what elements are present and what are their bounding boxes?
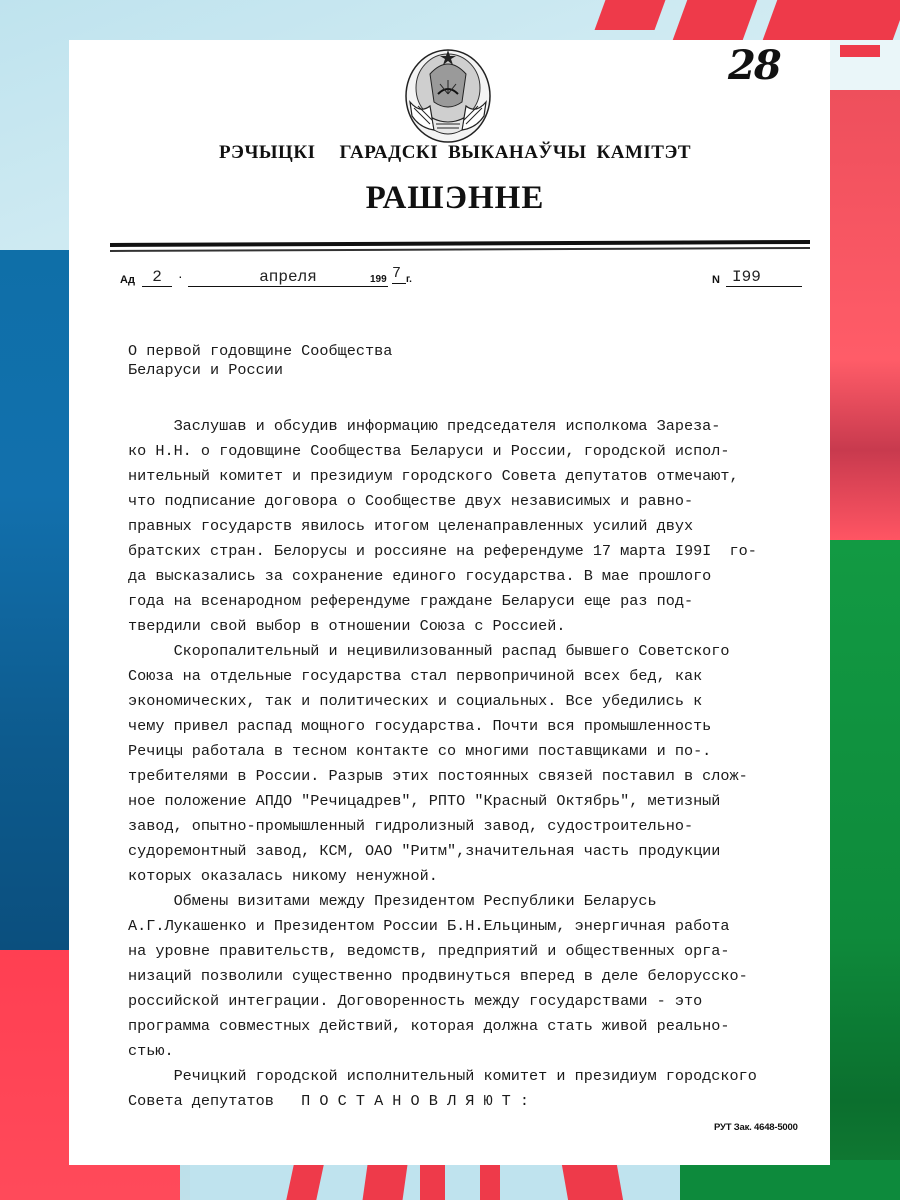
text-line: Скоропалительный и нецивилизованный распад бывшего Советского [128,642,730,660]
ornament-piece [363,1165,408,1200]
paragraph-3 [128,889,818,1064]
text-line: братских стран. Белорусы и россияне на референдуме 17 марта I99I го- [128,542,757,560]
ornament-piece [420,1165,445,1200]
text-line: низаций позволили существенно продвинуться вперед в деле белорусско- [128,967,748,985]
paragraph-1 [128,414,818,639]
text-line: Совета депутатов П О С Т А Н О В Л Я Ю Т : [128,1092,530,1110]
date-month-field: апреля [188,268,388,287]
ornament-piece [673,0,758,40]
text-line: ное положение АПДО "Речицадрев", РПТО "Красный Октябрь", метизный [128,792,721,810]
organization-name-word: РЭЧЫЦКІ [218,142,316,163]
ornament-piece [480,1165,500,1200]
text-line: на уровне правительств, ведомств, предприятий и общественных орга- [128,942,730,960]
document-body [128,342,818,1114]
organization-name [0,142,900,164]
paragraph-4 [128,1064,818,1114]
printer-note: РУТ Зак. 4648-5000 [714,1122,798,1133]
text-line: которых оказалась никому ненужной. [128,867,438,885]
text-line: года на всенародном референдуме граждане Беларуси еще раз под- [128,592,694,610]
green-flag-fragment-right [820,540,900,1200]
text-line: Обмены визитами между Президентом Республики Беларусь [128,892,657,910]
ornament-piece [840,45,880,57]
text-line: нительный комитет и президиум городского Совета депутатов отмечают, [128,467,739,485]
ornament-piece [763,0,900,40]
text-line: А.Г.Лукашенко и Президентом России Б.Н.Ельциным, энергичная работа [128,917,730,935]
text-line: Речицкий городской исполнительный комитет и президиум городского [128,1067,757,1085]
date-year-suffix: г. [406,274,412,285]
text-line: Речицы работала в тесном контакте со многими поставщиками и по-. [128,742,712,760]
text-line: экономических, так и политических и социальных. Все убедились к [128,692,703,710]
text-line: завод, опытно-промышленный гидролизный завод, судостроительно- [128,817,694,835]
text-line: да высказались за сохранение единого государства. В мае прошлого [128,567,712,585]
text-line: требителями в России. Разрыв этих постоянных связей поставил в слож- [128,767,748,785]
text-line: что подписание договора о Сообществе двух независимых и равно- [128,492,694,510]
document-subject [128,342,818,380]
organization-name-word: КАМІТЭТ [596,142,692,163]
document-number-field: I99 [726,268,802,287]
subject-line: Беларуси и России [128,361,283,379]
text-line: твердили свой выбор в отношении Союза с Россией. [128,617,566,635]
document-number-label: N [712,274,720,286]
ornament-piece [562,1165,623,1200]
paragraph-2 [128,639,818,889]
text-line: чему привел распад мощного государства. Почти вся промышленность [128,717,712,735]
text-line: программа совместных действий, которая должна стать живой реально- [128,1017,730,1035]
text-line: стью. [128,1042,174,1060]
text-line: российской интеграции. Договоренность между государствами - это [128,992,703,1010]
date-prefix-label: Ад [120,274,135,286]
document-title: РАШЭННЕ [365,180,545,216]
text-line: правных государств явилось итогом целенаправленных усилий двух [128,517,694,535]
text-line: Заслушав и обсудив информацию председателя исполкома Зареза- [128,417,721,435]
text-line: ко Н.Н. о годовщине Сообщества Беларуси и России, городской испол- [128,442,730,460]
text-line: судоремонтный завод, КСМ, ОАО "Ритм",значительная часть продукции [128,842,721,860]
date-year-prefix: 199 [370,274,387,285]
subject-line: О первой годовщине Сообщества [128,342,393,360]
date-separator: · [178,268,183,284]
organization-name-word: ВЫКАНАЎЧЫ [448,142,587,163]
text-line: Союза на отдельные государства стал первопричиной всех бед, как [128,667,703,685]
handwritten-page-number: 28 [728,42,780,89]
date-day-field: 2 [142,268,172,287]
ornament-piece [595,0,666,30]
organization-name-word: ГАРАДСКІ [339,142,439,163]
green-flag-fragment-bottom [680,1160,900,1200]
date-year-field: 7 [392,265,406,284]
date-and-number-row [120,265,820,292]
state-emblem-icon [400,44,496,144]
